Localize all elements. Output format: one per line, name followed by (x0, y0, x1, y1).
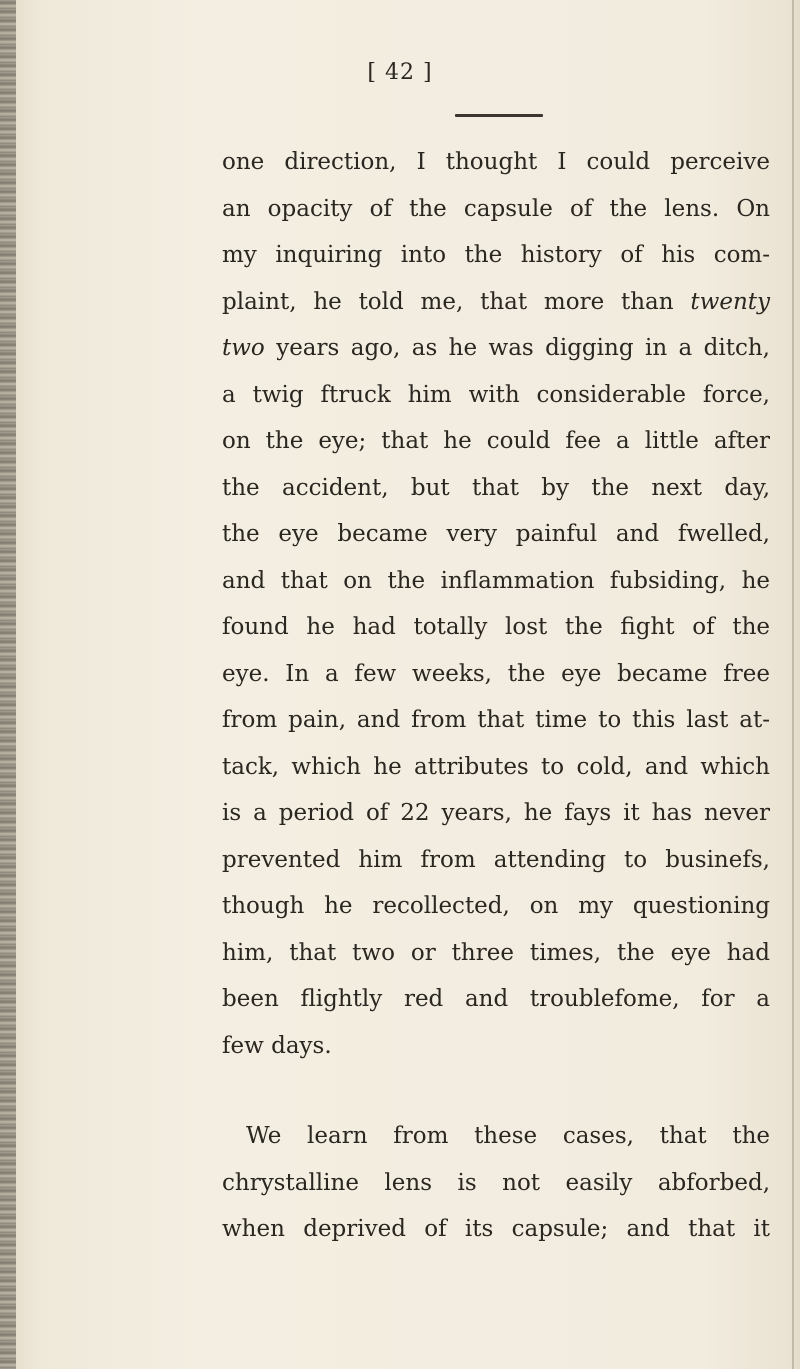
paragraph-2 (222, 1113, 770, 1253)
text-line: eye. In a few weeks, the eye became free (222, 660, 770, 687)
text-segment: plaint, he told me, that more than (222, 288, 691, 315)
text-line: chrystalline lens is not easily abforbed, (222, 1169, 770, 1196)
text-line: prevented him from attending to businefs, (222, 846, 770, 873)
text-line: been flightly red and troublefome, for a (222, 986, 770, 1012)
text-line: and that on the inflammation fubsiding, he (222, 567, 770, 594)
text-line: the eye became very painful and fwelled, (222, 521, 770, 547)
text-segment: years ago, as he was digging in a ditch, (264, 335, 770, 361)
text-line: a twig ftruck him with considerable force, (222, 381, 770, 408)
text-line: one direction, I thought I could perceive (222, 149, 770, 175)
text-line: him, that two or three times, the eye had (222, 939, 770, 966)
text-line: an opacity of the capsule of the lens. On (222, 195, 770, 222)
book-binding-edge (0, 0, 16, 1369)
text-line: from pain, and from that time to this last at- (222, 707, 770, 733)
text-line: the accident, but that by the next day, (222, 474, 770, 501)
italic-word: twenty (690, 288, 770, 315)
text-line: tack, which he attributes to cold, and which (222, 753, 770, 780)
text-line: is a period of 22 years, he fays it has never (222, 800, 770, 826)
body-text (222, 139, 770, 1253)
text-line: on the eye; that he could fee a little after (222, 428, 770, 454)
text-line: few days. (222, 1032, 332, 1059)
text-line: found he had totally lost the fight of the (222, 614, 770, 640)
text-line: when deprived of its capsule; and that it (222, 1216, 770, 1242)
page-number: [ 42 ] (367, 60, 433, 85)
italic-word: two (222, 335, 265, 361)
text-line: my inquiring into the history of his com- (222, 242, 770, 268)
text-line-with-italic (222, 279, 770, 326)
header-rule (455, 114, 543, 117)
text-line: though he recollected, on my questioning (222, 893, 770, 919)
text-line: We learn from these cases, that the (246, 1123, 770, 1149)
page-edge (792, 0, 794, 1369)
text-line-with-italic (222, 325, 770, 372)
